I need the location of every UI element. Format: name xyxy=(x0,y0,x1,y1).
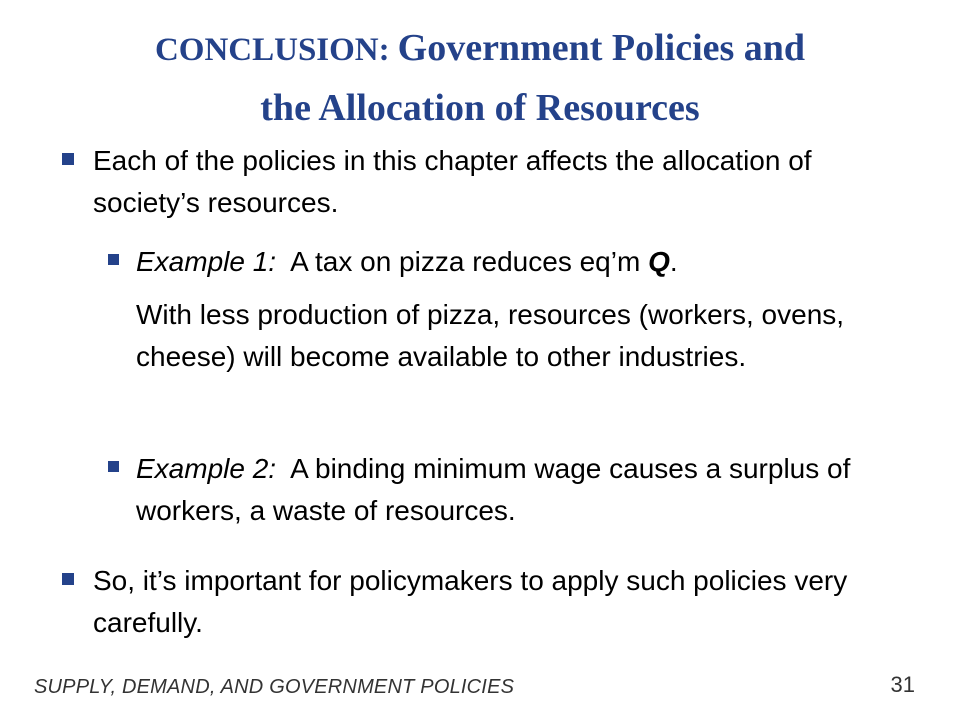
slide-title xyxy=(40,22,920,142)
title-line-2: the Allocation of Resources xyxy=(260,87,700,129)
footer-chapter-title: SUPPLY, DEMAND, AND GOVERNMENT POLICIES xyxy=(34,676,515,698)
example-1-text: A tax on pizza reduces eq’m xyxy=(290,246,641,277)
bullet-example-1 xyxy=(136,241,896,283)
example-2-label: Example 2: xyxy=(136,453,277,484)
bullet-policies-affect-allocation: Each of the policies in this chapter affects the allocation of society’s resources. xyxy=(93,145,812,218)
bullet-policymakers-careful: So, it’s important for policymakers to apply such policies very carefully. xyxy=(93,565,848,638)
example-1-continuation: With less production of pizza, resources (workers, ovens, cheese) will become available to other industries. xyxy=(136,299,845,372)
page-number: 31 xyxy=(890,672,915,697)
bullet-square-icon xyxy=(62,573,74,585)
bullet-example-2 xyxy=(136,448,896,532)
title-line-1: Government Policies and xyxy=(397,27,806,69)
example-1-quantity: Q xyxy=(648,246,670,277)
example-2-text: A binding minimum wage causes a surplus of workers, a waste of resources. xyxy=(136,453,851,526)
bullet-square-icon xyxy=(108,461,119,472)
bullet-square-icon xyxy=(62,153,74,165)
title-prefix: CONCLUSION: xyxy=(154,32,390,68)
bullet-square-icon xyxy=(108,254,119,265)
example-1-label: Example 1: xyxy=(136,246,277,277)
example-1-period: . xyxy=(669,246,678,277)
